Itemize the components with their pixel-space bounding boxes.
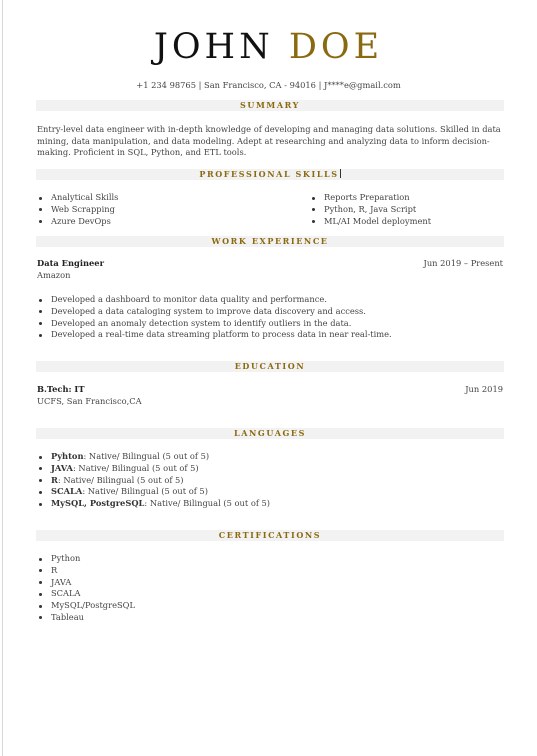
degree: B.Tech: IT bbox=[37, 384, 85, 394]
certification-item: MySQL/PostgreSQL bbox=[37, 600, 135, 612]
job-date: Jun 2019 – Present bbox=[423, 258, 503, 268]
skill-item: Analytical Skills bbox=[37, 192, 118, 204]
education-date: Jun 2019 bbox=[465, 384, 503, 394]
language-item: Pyhton: Native/ Bilingual (5 out of 5) bbox=[37, 451, 270, 463]
skills-heading-text: PROFESSIONAL SKILLS bbox=[199, 169, 339, 179]
language-item: MySQL, PostgreSQL: Native/ Bilingual (5 out of 5) bbox=[37, 498, 270, 510]
resume-page bbox=[2, 0, 537, 756]
experience-bullets bbox=[37, 294, 392, 341]
bullet-icon bbox=[39, 558, 42, 561]
bullet-icon bbox=[312, 220, 315, 223]
bullet-icon bbox=[39, 491, 42, 494]
bullet-icon bbox=[39, 593, 42, 596]
section-header-summary: SUMMARY bbox=[36, 100, 504, 111]
bullet-icon bbox=[39, 299, 42, 302]
bullet-icon bbox=[39, 569, 42, 572]
skill-item: Azure DevOps bbox=[37, 216, 118, 228]
language-item: R: Native/ Bilingual (5 out of 5) bbox=[37, 475, 270, 487]
certification-item: Tableau bbox=[37, 612, 135, 624]
certification-item: Python bbox=[37, 553, 135, 565]
experience-item: Developed a data cataloging system to improve data discovery and access. bbox=[37, 306, 392, 318]
language-item: JAVA: Native/ Bilingual (5 out of 5) bbox=[37, 463, 270, 475]
summary-text: Entry-level data engineer with in-depth knowledge of developing and managing data solutions. Skilled in data mining, data manipulation, and data modeling. Adept at researching and analyzing data to inform decision-making. Proficient in SQL, Python, and ETL tools. bbox=[37, 124, 501, 157]
bullet-icon bbox=[39, 197, 42, 200]
bullet-icon bbox=[312, 208, 315, 211]
certification-item: SCALA bbox=[37, 588, 135, 600]
bullet-icon bbox=[39, 479, 42, 482]
section-header-certifications: CERTIFICATIONS bbox=[36, 530, 504, 541]
bullet-icon bbox=[39, 208, 42, 211]
text-cursor bbox=[340, 169, 341, 178]
certification-item: JAVA bbox=[37, 577, 135, 589]
bullet-icon bbox=[39, 310, 42, 313]
candidate-name bbox=[0, 27, 537, 67]
languages-list bbox=[37, 451, 270, 510]
section-header-education: EDUCATION bbox=[36, 361, 504, 372]
skills-list-left bbox=[37, 192, 118, 227]
experience-item: Developed an anomaly detection system to identify outliers in the data. bbox=[37, 318, 392, 330]
bullet-icon bbox=[39, 334, 42, 337]
skills-list-right bbox=[310, 192, 431, 227]
skill-item: ML/AI Model deployment bbox=[310, 216, 431, 228]
language-item: SCALA: Native/ Bilingual (5 out of 5) bbox=[37, 486, 270, 498]
experience-item: Developed a dashboard to monitor data quality and performance. bbox=[37, 294, 392, 306]
skill-item: Reports Preparation bbox=[310, 192, 431, 204]
skill-item: Python, R, Java Script bbox=[310, 204, 431, 216]
school: UCFS, San Francisco,CA bbox=[37, 396, 142, 406]
bullet-icon bbox=[39, 467, 42, 470]
section-header-experience: WORK EXPERIENCE bbox=[36, 236, 504, 247]
experience-item: Developed a real-time data streaming platform to process data in near real-time. bbox=[37, 329, 392, 341]
certification-item: R bbox=[37, 565, 135, 577]
bullet-icon bbox=[39, 322, 42, 325]
bullet-icon bbox=[39, 503, 42, 506]
job-company: Amazon bbox=[37, 270, 71, 280]
bullet-icon bbox=[312, 197, 315, 200]
certifications-list bbox=[37, 553, 135, 624]
last-name: DOE bbox=[288, 27, 384, 67]
section-header-languages: LANGUAGES bbox=[36, 428, 504, 439]
bullet-icon bbox=[39, 456, 42, 459]
first-name: JOHN bbox=[153, 27, 274, 67]
bullet-icon bbox=[39, 616, 42, 619]
contact-line: +1 234 98765 | San Francisco, CA - 94016 | J****e@gmail.com bbox=[136, 80, 401, 90]
bullet-icon bbox=[39, 581, 42, 584]
bullet-icon bbox=[39, 605, 42, 608]
skill-item: Web Scrapping bbox=[37, 204, 118, 216]
job-title: Data Engineer bbox=[37, 258, 104, 268]
section-header-skills bbox=[36, 169, 504, 180]
bullet-icon bbox=[39, 220, 42, 223]
